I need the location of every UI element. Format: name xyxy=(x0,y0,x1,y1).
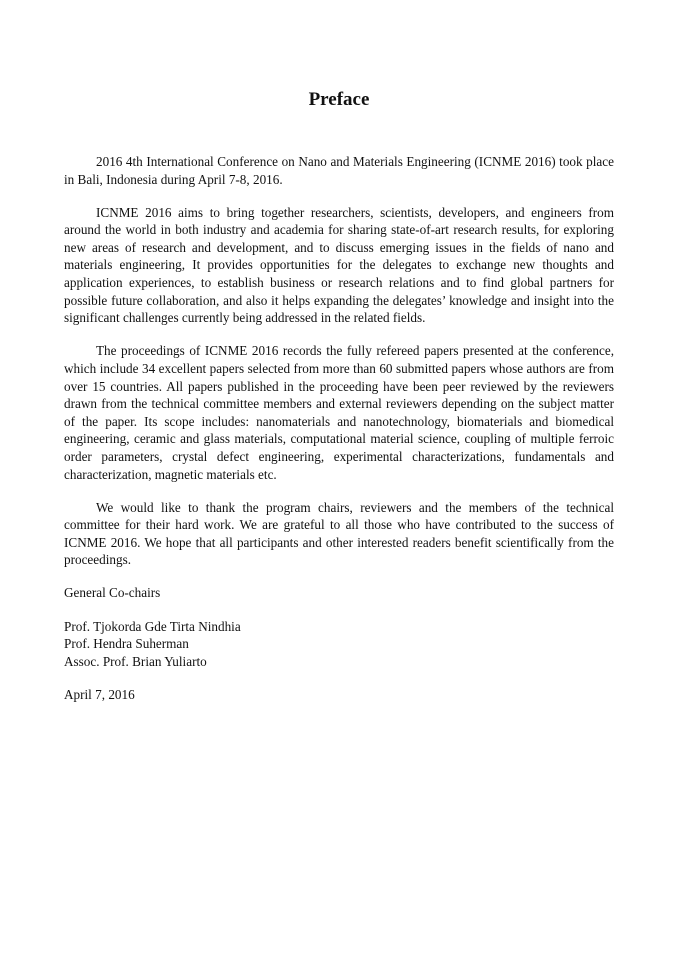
paragraph-acknowledgements: We would like to thank the program chairs, reviewers and the members of the technical committee for their hard work. We are grateful to all those who have contributed to the success of ICNME 2016. We hope that all participants and other interested readers benefit scientifically from the proceedings. xyxy=(64,499,614,568)
paragraph-proceedings: The proceedings of ICNME 2016 records the fully refereed papers presented at the conference, which include 34 excellent papers selected from more than 60 submitted papers whose authors are from over 15 countries. All papers published in the proceeding have been peer reviewed by the reviewers drawn from the technical committee members and external reviewers depending on the subject matter of the paper. Its scope includes: nanomaterials and nanotechnology, biomaterials and biomedical engineering, ceramic and glass materials, computational material science, coupling of multiple ferroic order parameters, crystal defect engineering, experimental characterizations, fundamentals and characterization, magnetic materials etc. xyxy=(64,343,614,482)
chair-name: Prof. Hendra Suherman xyxy=(64,636,189,652)
preface-body xyxy=(64,153,614,703)
chair-name: Prof. Tjokorda Gde Tirta Nindhia xyxy=(64,618,241,634)
chair-name: Assoc. Prof. Brian Yuliarto xyxy=(64,653,207,669)
page-title: Preface xyxy=(308,89,370,110)
paragraph-conference-info: 2016 4th International Conference on Nano and Materials Engineering (ICNME 2016) took place in Bali, Indonesia during April 7-8, 2016. xyxy=(64,154,614,187)
signoff-heading: General Co-chairs xyxy=(64,585,161,601)
signoff-date: April 7, 2016 xyxy=(64,686,135,702)
paragraph-aims: ICNME 2016 aims to bring together researchers, scientists, developers, and engineers from around the world in both industry and academia for sharing state-of-art research results, for exploring new areas of research and development, and to discuss emerging issues in the fields of nano and materials engineering, It provides opportunities for the delegates to exchange new thoughts and application experiences, to establish business or research relations and to find global partners for possible future collaboration, and also it helps expanding the delegates’ knowledge and insight into the significant challenges currently being addressed in the related fields. xyxy=(64,204,614,326)
